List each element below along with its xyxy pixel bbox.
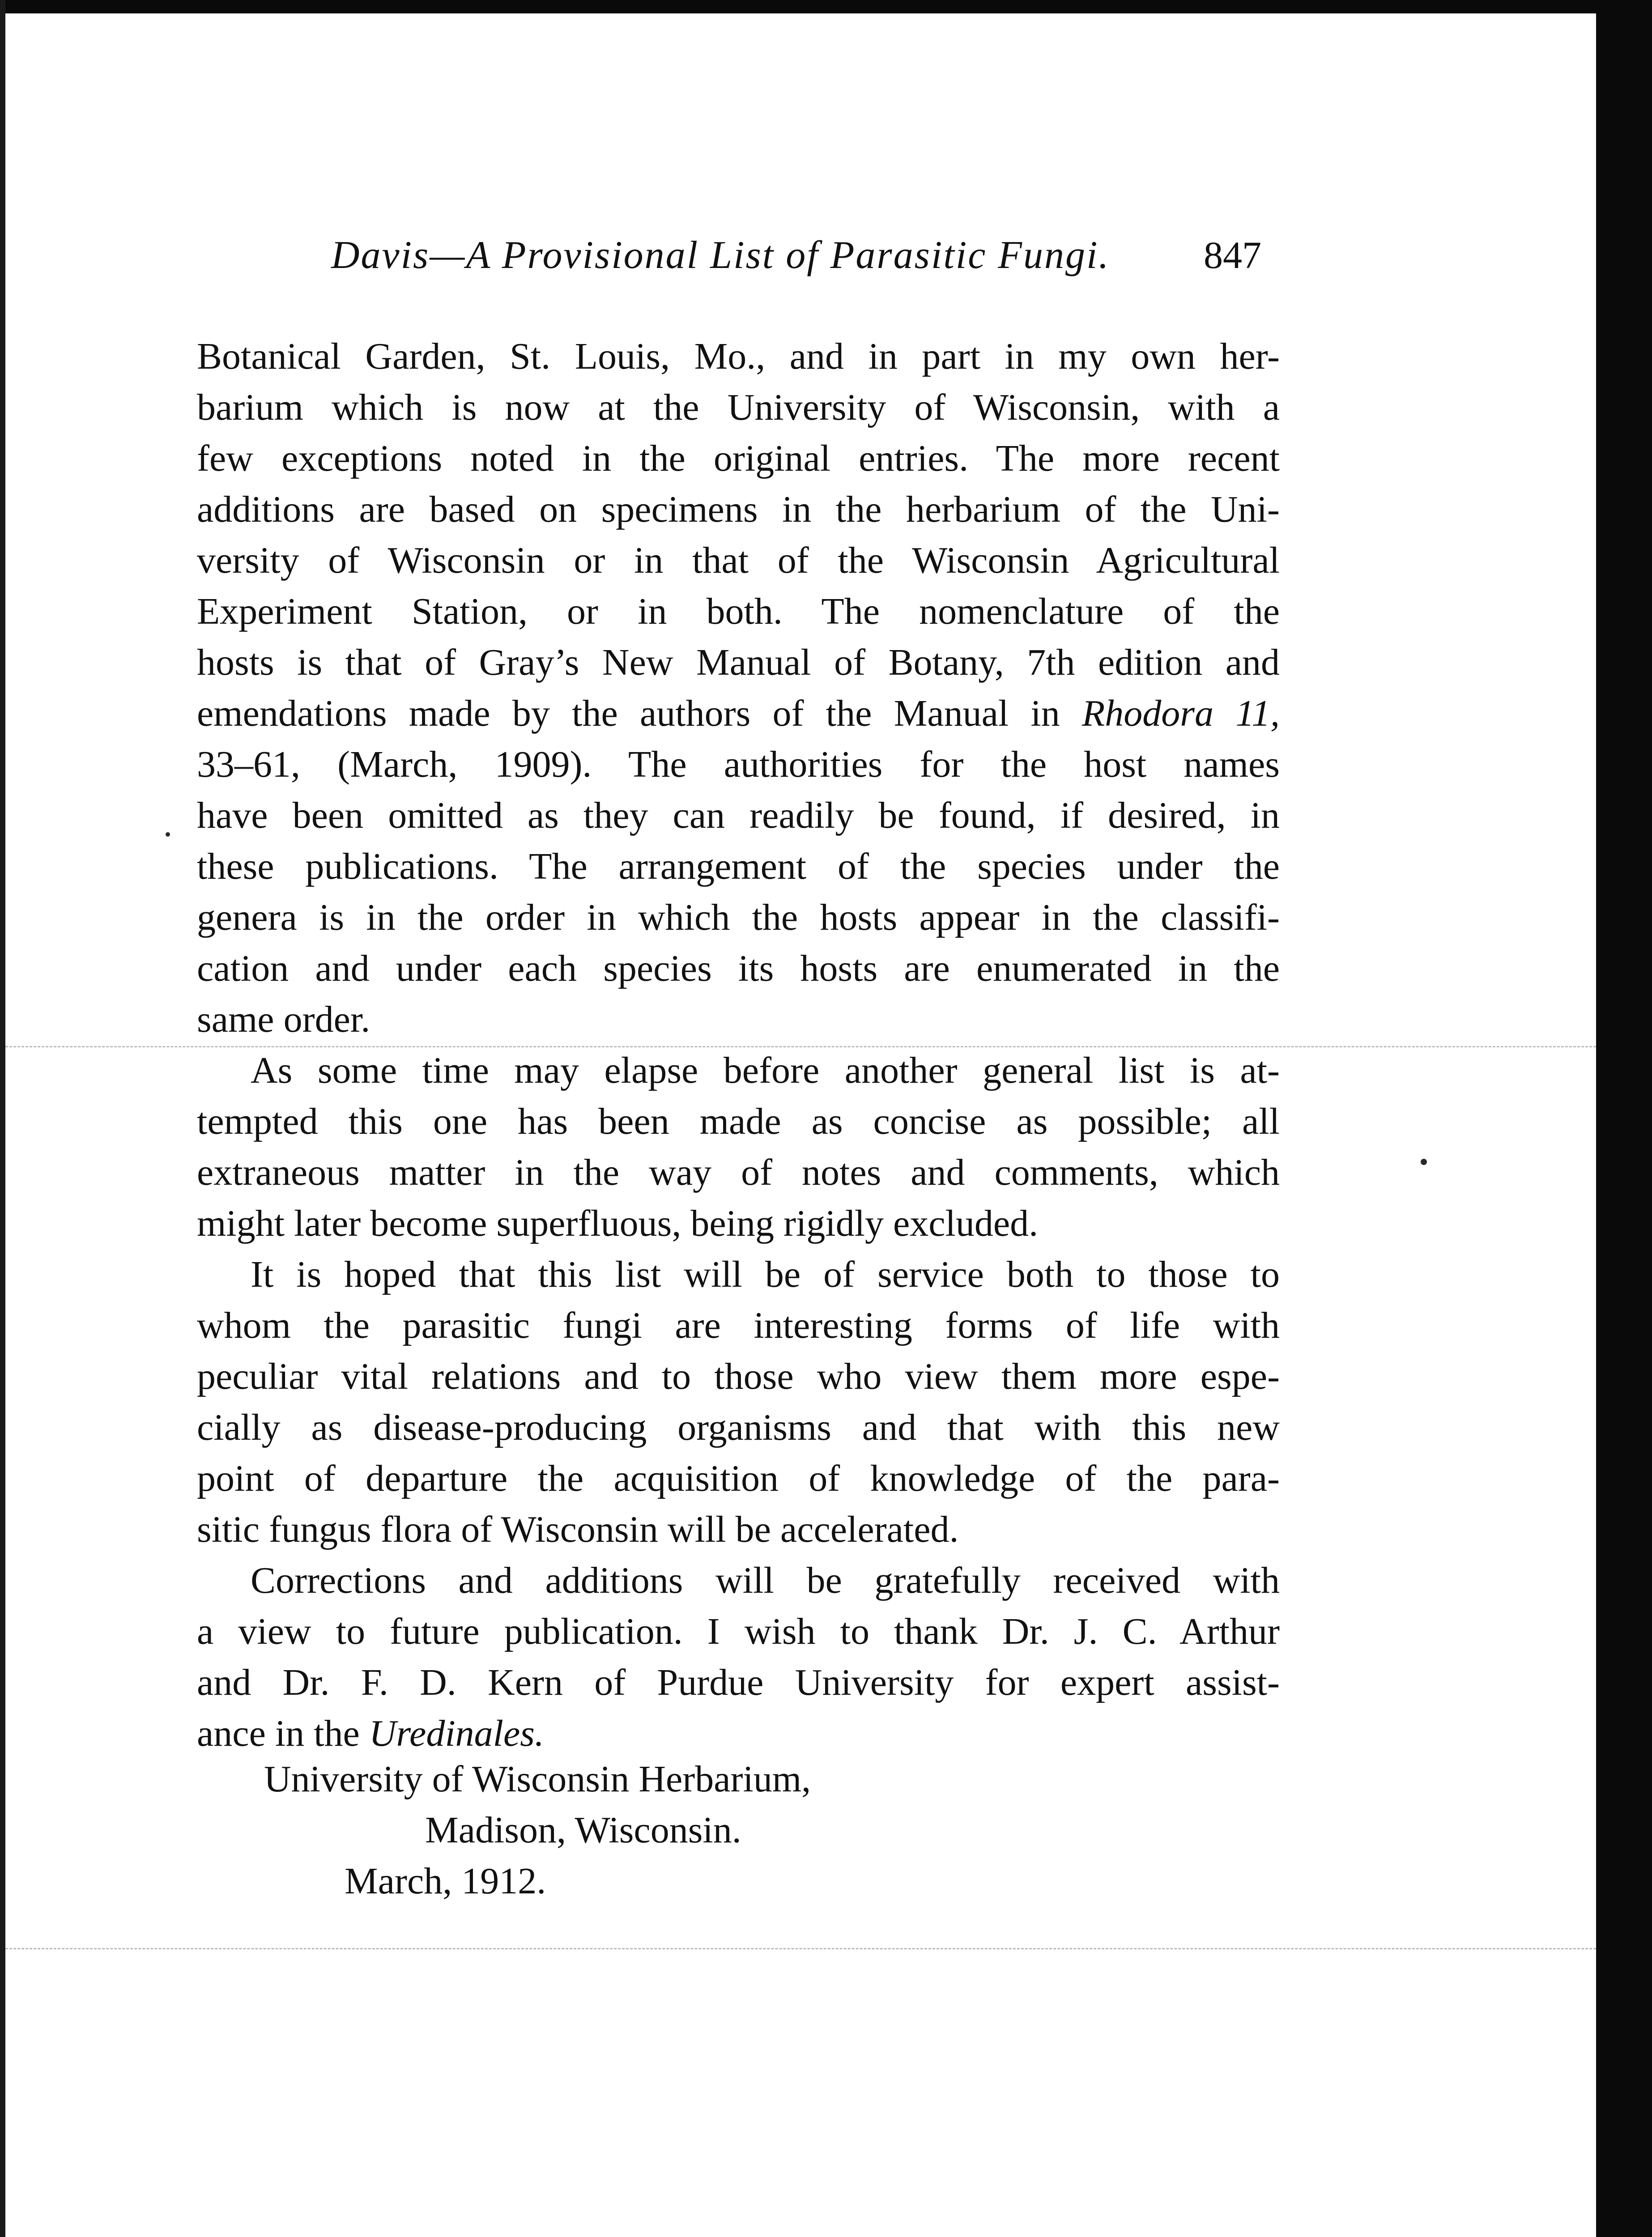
text-line: Botanical Garden, St. Louis, Mo., and in part in my own her- [197,336,1280,377]
text-line: hosts is that of Gray’s New Manual of Botany, 7th edition and [197,642,1280,683]
text-line: these publications. The arrangement of the species under the [197,846,1280,887]
running-head: Davis—A Provisional List of Parasitic Fungi. [331,234,1110,277]
text-line: barium which is now at the University of Wisconsin, with a [197,387,1280,428]
text-line: emendations made by the authors of the Manual in Rhodora 11, [197,693,1280,734]
italic-term: Rhodora 11, [1082,693,1280,734]
text-line: sitic fungus flora of Wisconsin will be accelerated. [197,1509,959,1550]
text-line: might later become superfluous, being rigidly excluded. [197,1203,1039,1244]
signature-institution: University of Wisconsin Herbarium, [264,1758,811,1800]
text-line: tempted this one has been made as concise as possible; all [197,1101,1280,1142]
text-line: additions are based on specimens in the herbarium of the Uni- [197,489,1280,530]
stray-dot [1421,1159,1427,1165]
scan-top-border [0,0,1652,13]
scan-right-border [1596,0,1652,2237]
stray-dot [166,832,170,837]
signature-date: March, 1912. [345,1860,546,1902]
scan-left-border [0,0,5,2237]
text-line: cially as disease-producing organisms and that with this new [197,1407,1280,1448]
text-line: and Dr. F. D. Kern of Purdue University for expert assist- [197,1662,1280,1703]
text-line: have been omitted as they can readily be found, if desired, in [197,795,1280,836]
text-line: a view to future publication. I wish to thank Dr. J. C. Arthur [197,1611,1280,1652]
text-line: Experiment Station, or in both. The nomenclature of the [197,591,1280,632]
text-line: same order. [197,999,370,1040]
text-line: As some time may elapse before another general list is at- [251,1050,1280,1091]
text-line: whom the parasitic fungi are interesting forms of life with [197,1305,1280,1346]
text-line: extraneous matter in the way of notes and comments, which [197,1152,1280,1193]
italic-term: Uredinales. [369,1713,544,1754]
page-number: 847 [1204,234,1261,276]
text-line: 33–61, (March, 1909). The authorities for the host names [197,744,1280,785]
text-line: ance in the Uredinales. [197,1713,544,1754]
text-line: point of departure the acquisition of knowledge of the para- [197,1458,1280,1499]
text-line: cation and under each species its hosts are enumerated in the [197,948,1280,989]
signature-location: Madison, Wisconsin. [425,1809,741,1851]
text-line: It is hoped that this list will be of service both to those to [251,1254,1280,1295]
fold-line [5,1948,1596,1949]
text-line: Corrections and additions will be gratefully received with [251,1560,1280,1601]
text-line: few exceptions noted in the original entries. The more recent [197,438,1280,479]
text-line: versity of Wisconsin or in that of the Wisconsin Agricultural [197,540,1280,581]
text-line: genera is in the order in which the hosts appear in the classifi- [197,897,1280,938]
body-text [197,331,1280,1759]
text-line: peculiar vital relations and to those who view them more espe- [197,1356,1280,1397]
